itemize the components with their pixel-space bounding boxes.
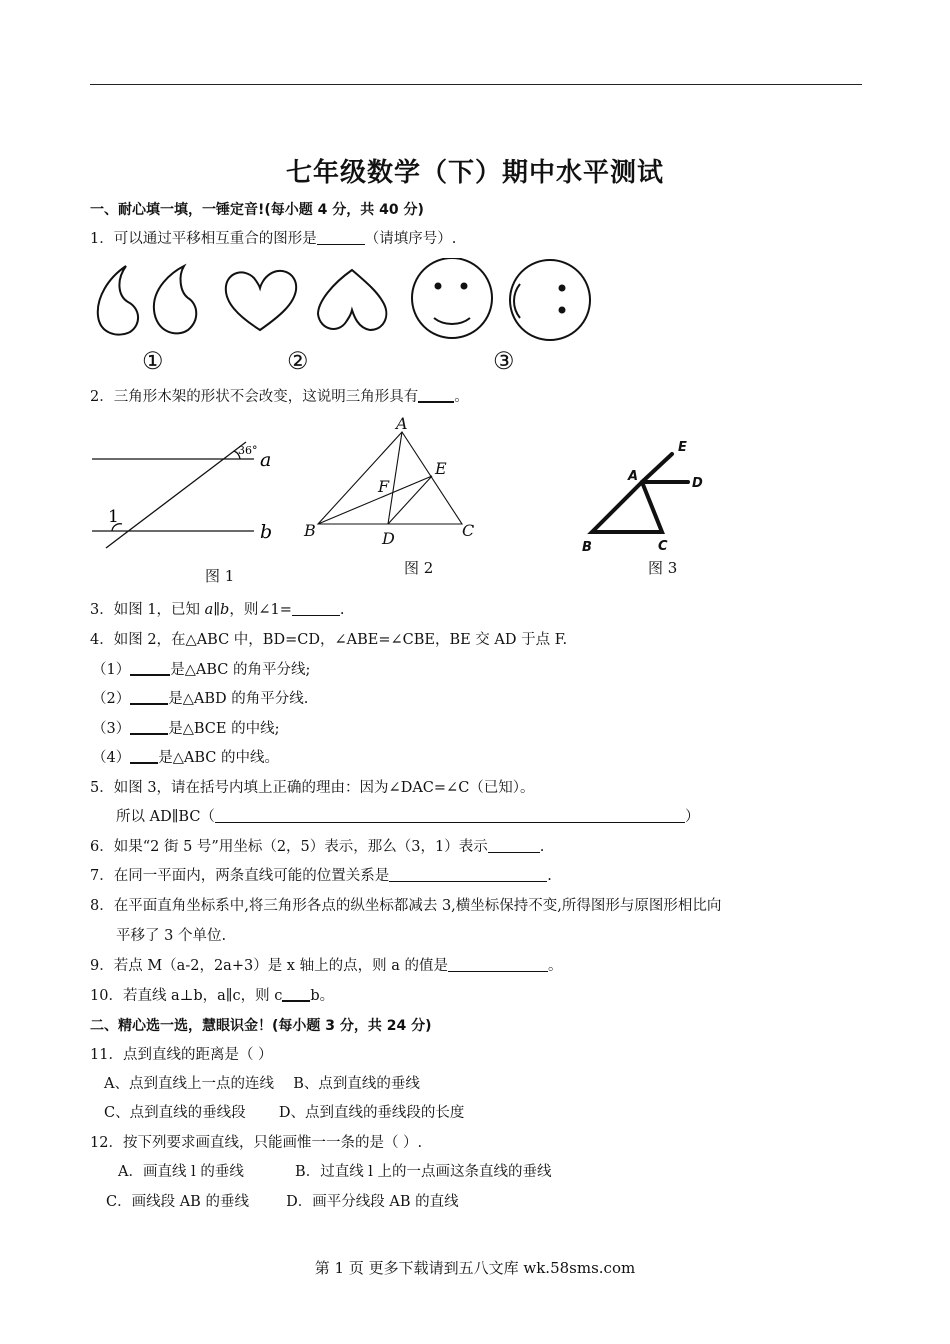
q3-blank[interactable]	[292, 601, 340, 616]
q4-sub3-text: 是△BCE 的中线;	[168, 721, 280, 737]
q2-blank[interactable]	[418, 387, 454, 403]
question-1	[90, 229, 456, 249]
q4-sub4-blank[interactable]	[130, 748, 158, 764]
q1-blank[interactable]	[317, 230, 365, 245]
smiley-face-upright	[412, 258, 492, 338]
fig3-label-D: D	[692, 476, 703, 491]
q9-text: 9．若点 M（a-2，2a+3）是 x 轴上的点，则 a 的值是	[90, 958, 448, 974]
q4-sub3-blank[interactable]	[130, 719, 168, 735]
fig1-angle-36: 36°	[238, 444, 258, 457]
q5-blank[interactable]	[215, 808, 685, 823]
page-footer: 第 1 页 更多下载请到五八文库 wk.58sms.com	[314, 1259, 636, 1277]
q4-sub-1	[92, 660, 310, 680]
fig3-label-E: E	[678, 440, 687, 455]
q12-option-b[interactable]: B．过直线 l 上的一点画这条直线的垂线	[295, 1164, 552, 1180]
fig2-label-A: A	[396, 414, 408, 433]
q10-blank[interactable]	[282, 986, 310, 1002]
smiley-rotated-eye	[559, 285, 566, 292]
smiley-mouth	[434, 318, 470, 324]
fig3-label-B: B	[582, 540, 592, 555]
q3-text: 3．如图 1，已知	[90, 602, 205, 618]
q11-option-b[interactable]: B、点到直线的垂线	[293, 1076, 420, 1092]
section1-heading: 一、耐心填一填，一锤定音!(每小题 4 分，共 40 分)	[90, 202, 424, 218]
fig2-label-B: B	[304, 521, 316, 540]
question-5: 5．如图 3，请在括号内填上正确的理由：因为∠DAC=∠C（已知）。	[90, 780, 535, 796]
question-8: 8．在平面直角坐标系中,将三角形各点的纵坐标都减去 3,横坐标保持不变,所得图形与原图形相比向	[90, 898, 722, 914]
question-10	[90, 986, 334, 1006]
q3-parallel: ∥	[213, 602, 221, 618]
q7-text: 7．在同一平面内，两条直线可能的位置关系是	[90, 868, 390, 884]
q10-text-end: b。	[310, 988, 335, 1004]
q12-option-a[interactable]: A．画直线 l 的垂线	[118, 1164, 244, 1180]
q12-option-d[interactable]: D．画平分线段 AB 的直线	[286, 1194, 459, 1210]
q11-options-row-1	[104, 1074, 420, 1094]
q4-sub2-blank[interactable]	[130, 689, 168, 705]
figure-1-caption: 图 1	[205, 567, 235, 585]
q1-shapes-figure	[88, 258, 598, 348]
section2-heading: 二、精心选一选，慧眼识金！(每小题 3 分，共 24 分)	[90, 1018, 432, 1034]
q3-text-mid: ，则∠1=	[229, 602, 292, 618]
q2-text: 2．三角形木架的形状不会改变，这说明三角形具有	[90, 389, 419, 405]
q6-blank[interactable]	[488, 838, 540, 853]
q4-sub2-text: 是△ABD 的角平分线.	[168, 691, 309, 707]
q11-option-a[interactable]: A、点到直线上一点的连线	[104, 1076, 274, 1092]
q1-text-end: （请填序号）.	[364, 231, 457, 247]
q11-options-row-2	[104, 1103, 464, 1123]
q4-sub-4	[92, 748, 279, 768]
q4-sub-2	[92, 689, 308, 709]
q8-line-2: 平移了 3 个单位.	[116, 928, 227, 944]
q7-text-end: .	[547, 868, 552, 884]
question-4: 4．如图 2，在△ABC 中，BD=CD，∠ABE=∠CBE，BE 交 AD 于点 F.	[90, 632, 568, 648]
q5-text-2: 所以 AD∥BC（	[116, 809, 215, 825]
question-3	[90, 600, 344, 620]
page-title: 七年级数学（下）期中水平测试	[285, 158, 664, 188]
q4-sub4-num: （4）	[92, 750, 131, 766]
question-11: 11．点到直线的距离是（ ）	[90, 1047, 273, 1063]
figure-2-caption: 图 2	[404, 559, 434, 577]
q4-sub2-num: （2）	[92, 691, 131, 707]
smiley-face-rotated	[510, 260, 590, 340]
q1-text: 1．可以通过平移相互重合的图形是	[90, 231, 317, 247]
question-12: 12．按下列要求画直线，只能画惟一一条的是（ ）.	[90, 1135, 423, 1151]
q1-label-3: ③	[493, 347, 515, 375]
figure-2-triangle	[298, 412, 488, 552]
q5-text-2-end: ）	[684, 809, 700, 825]
figure-3-triangle	[576, 432, 716, 556]
q4-sub1-blank[interactable]	[130, 660, 170, 676]
q3-var-b: b	[220, 602, 230, 618]
figure-3-caption: 图 3	[648, 559, 678, 577]
q12-options-row-1	[118, 1162, 552, 1182]
q3-var-a: a	[204, 602, 214, 618]
fig1-label-1: 1	[108, 507, 119, 527]
q3-text-end: .	[339, 602, 345, 618]
question-6	[90, 837, 544, 857]
q4-sub3-num: （3）	[92, 721, 131, 737]
q5-line-2	[116, 807, 699, 827]
q1-label-2: ②	[287, 347, 309, 375]
fig1-label-b: b	[260, 521, 273, 543]
q4-sub1-text: 是△ABC 的角平分线;	[170, 662, 311, 678]
fig2-label-F: F	[378, 477, 390, 496]
drop-shape-left	[98, 266, 138, 335]
q12-options-row-2	[106, 1192, 459, 1212]
figure-1-parallel-lines	[88, 432, 288, 552]
q11-option-c[interactable]: C、点到直线的垂线段	[104, 1105, 246, 1121]
smiley-eye	[461, 283, 468, 290]
fig1-label-a: a	[260, 449, 272, 471]
fig3-label-A: A	[628, 469, 639, 484]
header-rule	[90, 84, 862, 85]
q2-text-end: 。	[454, 389, 469, 405]
question-9	[90, 956, 562, 976]
question-7	[90, 866, 552, 886]
q4-sub1-num: （1）	[92, 662, 131, 678]
q11-option-d[interactable]: D、点到直线的垂线段的长度	[278, 1105, 465, 1121]
drop-shape-right	[154, 266, 196, 333]
q12-option-c[interactable]: C．画线段 AB 的垂线	[106, 1194, 249, 1210]
q9-blank[interactable]	[448, 957, 548, 972]
heart-shape-upright	[226, 271, 296, 330]
q9-text-end: 。	[547, 958, 563, 974]
fig2-label-C: C	[462, 521, 475, 540]
q4-sub4-text: 是△ABC 的中线。	[158, 750, 279, 766]
q1-label-1: ①	[142, 347, 164, 375]
q10-text: 10．若直线 a⊥b，a∥c，则 c	[90, 988, 283, 1004]
smiley-eye	[435, 283, 442, 290]
fig2-label-D: D	[382, 529, 395, 548]
smiley-rotated-mouth	[514, 284, 520, 318]
heart-shape-inverted	[318, 270, 386, 330]
q6-text-end: .	[539, 839, 545, 855]
fig3-label-C: C	[658, 539, 668, 554]
fig2-label-E: E	[435, 459, 447, 478]
q6-text: 6．如果“2 街 5 号”用坐标（2，5）表示，那么（3，1）表示	[90, 839, 488, 855]
question-2	[90, 387, 469, 407]
q4-sub-3	[92, 719, 279, 739]
q7-blank[interactable]	[389, 867, 547, 882]
smiley-rotated-eye	[559, 307, 566, 314]
